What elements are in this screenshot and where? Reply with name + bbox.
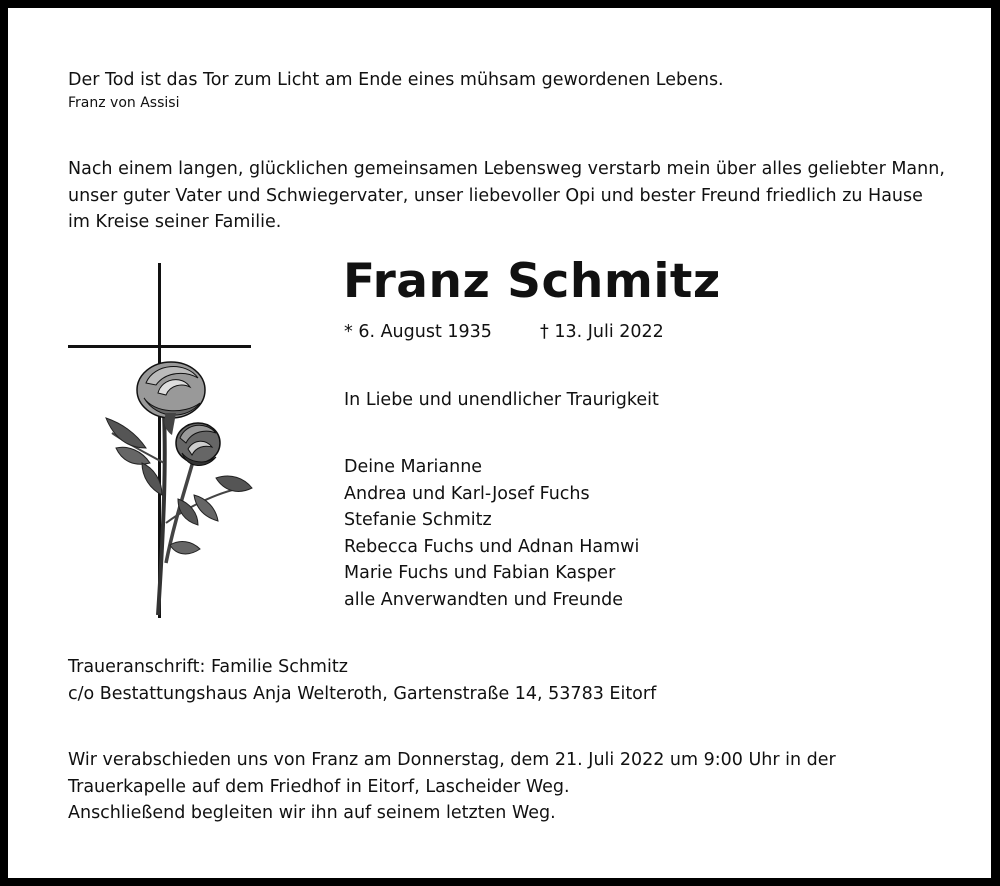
ceremony-line: Trauerkapelle auf dem Friedhof in Eitorf, Lascheider Weg. <box>68 776 570 797</box>
life-dates <box>344 319 664 345</box>
obituary-notice <box>8 8 991 878</box>
address-line: c/o Bestattungshaus Anja Welteroth, Gartenstraße 14, 53783 Eitorf <box>68 683 657 704</box>
grief-line: In Liebe und unendlicher Traurigkeit <box>344 390 659 410</box>
birth-date: * 6. August 1935 <box>344 322 492 342</box>
mourner: Deine Marianne <box>344 457 483 477</box>
mourner: Marie Fuchs und Fabian Kasper <box>344 563 616 583</box>
intro-paragraph <box>68 156 945 236</box>
intro-line: Nach einem langen, glücklichen gemeinsamen Lebensweg verstarb mein über alles geliebter Mann, <box>68 159 945 179</box>
mourner: Andrea und Karl-Josef Fuchs <box>344 483 590 504</box>
intro-line: unser guter Vater und Schwiegervater, unser liebevoller Opi und bester Freund friedlich zu Hause <box>68 185 923 206</box>
rose-icon <box>106 362 252 615</box>
ceremony-line: Wir verabschieden uns von Franz am Donnerstag, dem 21. Juli 2022 um 9:00 Uhr in der <box>68 750 836 770</box>
mourner: alle Anverwandten und Freunde <box>344 589 623 610</box>
quote-text: Der Tod ist das Tor zum Licht am Ende eines mühsam gewordenen Lebens. <box>68 70 724 90</box>
death-date: † 13. Juli 2022 <box>540 322 664 342</box>
ceremony-details <box>68 747 836 827</box>
deceased-name: Franz Schmitz <box>343 254 721 309</box>
cross-with-roses-image <box>66 263 256 628</box>
intro-line: im Kreise seiner Familie. <box>68 212 282 232</box>
mourning-address <box>68 654 656 707</box>
mourners-list <box>344 454 639 613</box>
mourner: Stefanie Schmitz <box>344 510 492 530</box>
ceremony-line: Anschließend begleiten wir ihn auf seinem letzten Weg. <box>68 803 556 823</box>
mourner: Rebecca Fuchs und Adnan Hamwi <box>344 536 640 557</box>
quote-author: Franz von Assisi <box>68 95 180 111</box>
address-line: Traueranschrift: Familie Schmitz <box>68 657 348 677</box>
